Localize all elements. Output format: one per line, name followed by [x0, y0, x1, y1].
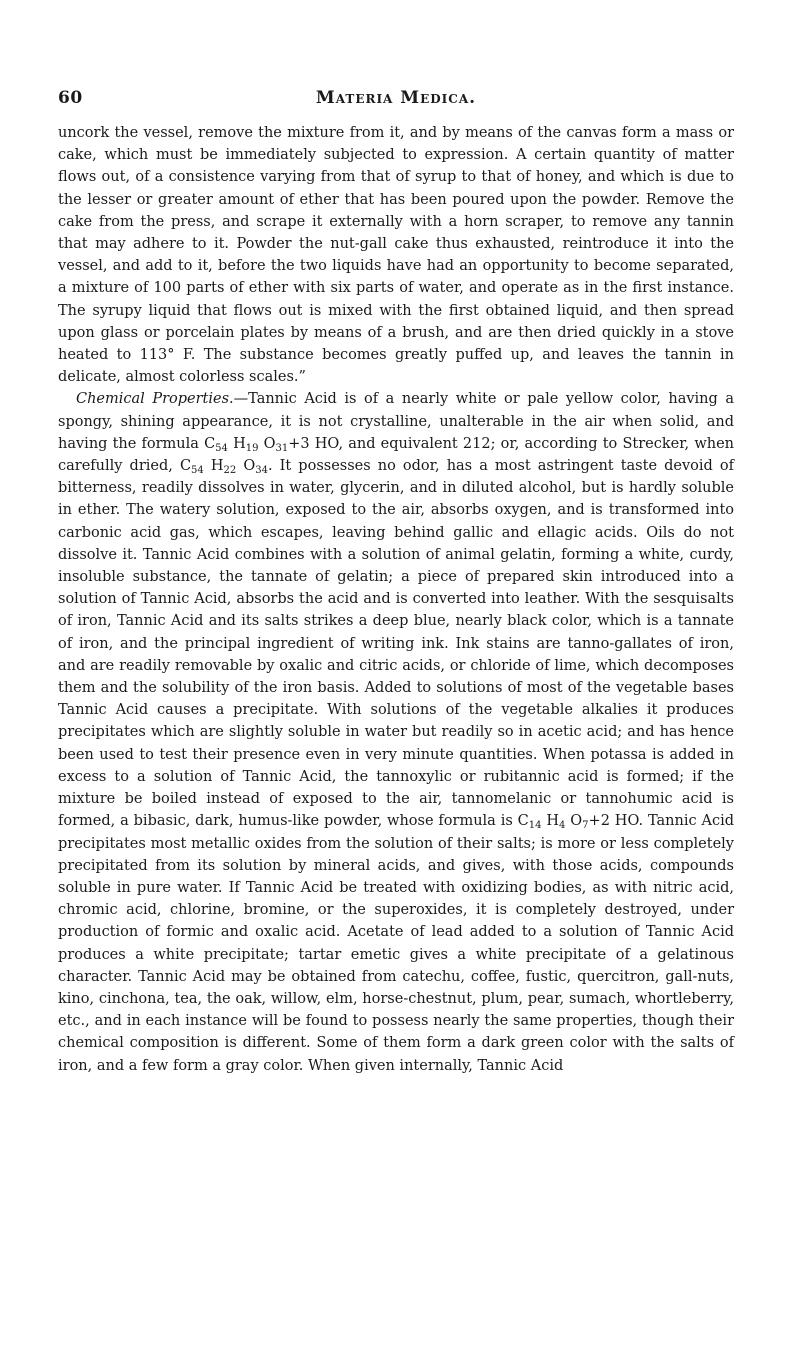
body-text: [58, 122, 734, 1077]
page-header: [58, 88, 734, 112]
paragraph-preparation-continued: uncork the vessel, remove the mixture from it, and by means of the canvas form a mass or cake, which must be immediately subjected to expression. A certain quantity of matter flows out, of a consistence varying from that of syrup to that of honey, and which is due to the lesser or greater amount of ether that has been poured upon the powder. Remove the cake from the press, and scrape it externally with a horn scraper, to remove any tannin that may adhere to it. Powder the nut-gall cake thus exhausted, reintroduce it into the vessel, and add to it, before the two liquids have had an opportunity to become separated, a mixture of 100 parts of ether with six parts of water, and operate as in the first instance. The syrupy liquid that flows out is mixed with the first obtained liquid, and then spread upon glass or porcelain plates by means of a brush, and are then dried quickly in a stove heated to 113° F. The substance becomes greatly puffed up, and leaves the tannin in delicate, almost colorless scales.”: [58, 125, 734, 386]
running-title: Materia Medica.: [315, 88, 477, 108]
page-number: 60: [58, 88, 83, 108]
section-heading-chemical-properties: Chemical Properties.: [76, 391, 234, 408]
paragraph-chemical-properties: Chemical Properties.—Tannic Acid is of a nearly white or pale yellow color, having a spongy, shining appearance, it is not crystalline, unalterable in the air when solid, and having the formula $C_{54}$ $H_{19}$ $O_{31}+3$ HO, and equivalent 212; or, according to Strecker, when carefully dried, $C_{54}$ $H_{22}$ $O_{34}$. It possesses no odor, has a most astringent taste devoid of bitterness, readily dissolves in water, glycerin, and in diluted alcohol, but is hardly soluble in ether. The watery solution, exposed to the air, absorbs oxygen, and is transformed into carbonic acid gas, which escapes, leaving behind gallic and ellagic acids. Oils do not dissolve it. Tannic Acid combines with a solution of animal gelatin, forming a white, curdy, insoluble substance, the tannate of gelatin; a piece of prepared skin introduced into a solution of Tannic Acid, absorbs the acid and is converted into leather. With the sesquisalts of iron, Tannic Acid and its salts strikes a deep blue, nearly black color, which is a tannate of iron, and the principal ingredient of writing ink. Ink stains are tanno-gallates of iron, and are readily removable by oxalic and citric acids, or chloride of lime, which decomposes them and the solubility of the iron basis. Added to solutions of most of the vegetable bases Tannic Acid causes a precipitate. With solutions of the vegetable alkalies it produces precipitates which are slightly soluble in water but readily so in acetic acid; and has hence been used to test their presence even in very minute quantities. When potassa is added in excess to a solution of Tannic Acid, the tannoxylic or rubitannic acid is formed; if the mixture be boiled instead of exposed to the air, tannomelanic or tannohumic acid is formed, a bibasic, dark, humus-like powder, whose formula is $C_{14}$ $H_4$ $O_7+2$ HO. Tannic Acid precipitates most metallic oxides from the solution of their salts; is more or less completely precipitated from its solution by mineral acids, and gives, with those acids, compounds soluble in pure water. If Tannic Acid be treated with oxidizing bodies, as with nitric acid, chromic acid, chlorine, bromine, or the superoxides, it is completely destroyed, under production of formic and oxalic acid. Acetate of lead added to a solution of Tannic Acid produces a white precipitate; tartar emetic gives a white precipitate of a gelatinous character. Tannic Acid may be obtained from catechu, coffee, fustic, quercitron, gall-nuts, kino, cinchona, tea, the oak, willow, elm, horse-chestnut, plum, pear, sumach, whortleberry, etc., and in each instance will be found to possess nearly the same properties, though their chemical composition is different. Some of them form a dark green color with the salts of iron, and a few form a gray color. When given internally, Tannic Acid: [58, 391, 734, 1074]
